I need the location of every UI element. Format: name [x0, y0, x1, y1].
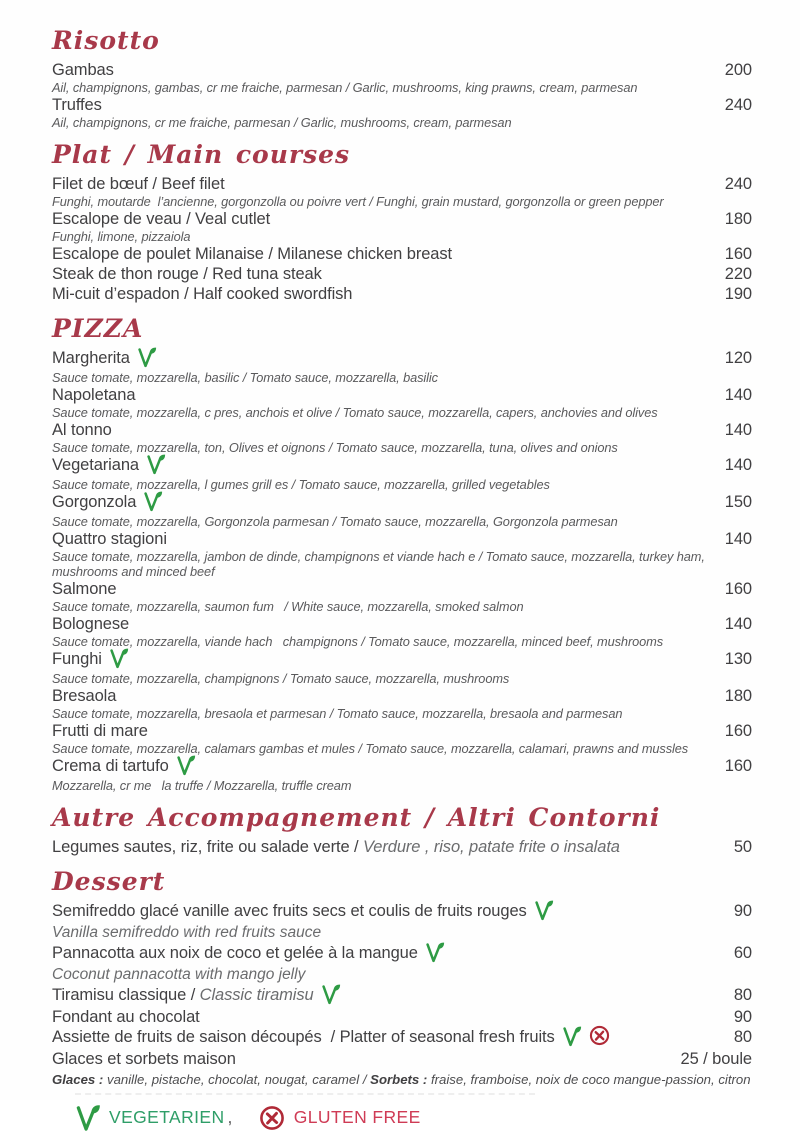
item-name: Semifreddo glacé vanille avec fruits secs et coulis de fruits rouges: [52, 902, 527, 920]
item-price: 150: [724, 493, 752, 511]
menu-item: [52, 60, 752, 95]
item-price: 190: [724, 285, 752, 303]
item-description: Sauce tomate, mozzarella, c pres, anchois et olive / Tomato sauce, mozzarella, capers, anchovies and olives: [52, 405, 658, 420]
item-row: [52, 985, 752, 1007]
item-price: 90: [733, 902, 752, 920]
item-row: [52, 837, 752, 857]
item-row: [52, 1027, 752, 1049]
vegetarian-icon: [109, 647, 129, 669]
item-name: Steak de thon rouge / Red tuna steak: [52, 265, 322, 283]
item-description: Sauce tomate, mozzarella, ton, Olives et oignons / Tomato sauce, mozzarella, tuna, olives and onions: [52, 440, 618, 455]
menu-item: [52, 649, 752, 686]
item-price: 140: [724, 421, 752, 439]
item-row: [52, 209, 752, 229]
vegetarian-icon: [137, 346, 157, 368]
menu-item: [52, 95, 752, 130]
menu-section: [52, 314, 752, 793]
menu-item: [52, 174, 752, 209]
menu-item: [52, 614, 752, 649]
menu-item: [52, 492, 752, 529]
legend-vegetarian-label: VEGETARIEN: [109, 1107, 225, 1127]
item-row: [52, 721, 752, 741]
item-description: Funghi, limone, pizzaiola: [52, 229, 191, 244]
item-row: [52, 943, 752, 965]
item-row: [52, 901, 752, 923]
vegetarian-icon: [562, 1025, 582, 1047]
item-row: [52, 1049, 752, 1069]
menu-item: [52, 1049, 752, 1069]
item-name: Funghi: [52, 650, 102, 668]
item-description: Sauce tomate, mozzarella, calamars gambas et mules / Tomato sauce, mozzarella, calamari, prawns and mussles: [52, 741, 689, 756]
menu-item: [52, 348, 752, 385]
item-description: Ail, champignons, gambas, cr me fraiche, parmesan / Garlic, mushrooms, king prawns, cream, parmesan: [52, 80, 638, 95]
scan-artifact-line: [75, 1093, 535, 1095]
menu-item: [52, 209, 752, 244]
section-heading: Plat / Main courses: [52, 140, 351, 169]
item-description: Mozzarella, cr me la truffe / Mozzarella, truffle cream: [52, 778, 352, 793]
item-price: 120: [724, 349, 752, 367]
vegetarian-icon: [534, 899, 554, 921]
menu-item: [52, 901, 752, 943]
vegetarian-icon: [75, 1103, 101, 1132]
glaces-list: vanille, pistache, chocolat, nougat, caramel /: [103, 1072, 371, 1087]
item-price: 160: [724, 245, 752, 263]
item-price: 140: [724, 615, 752, 633]
item-price: 180: [724, 210, 752, 228]
item-row: [52, 492, 752, 514]
item-price: 160: [724, 580, 752, 598]
item-description: Sauce tomate, mozzarella, saumon fum / White sauce, mozzarella, smoked salmon: [52, 599, 524, 614]
legend-gf-icon-slot: [259, 1105, 285, 1131]
item-price: 60: [733, 944, 752, 962]
item-name: Crema di tartufo: [52, 757, 169, 775]
item-name: Salmone: [52, 580, 117, 598]
item-row: [52, 529, 752, 549]
menu-item: [52, 264, 752, 284]
gluten-free-icon: [259, 1105, 285, 1131]
flavors-footnote: [52, 1071, 752, 1089]
item-description: Funghi, moutarde l’ancienne, gorgonzolla ou poivre vert / Funghi, grain mustard, gorgonzolla or green pepper: [52, 194, 664, 209]
menu-item: [52, 455, 752, 492]
item-name: Glaces et sorbets maison: [52, 1050, 236, 1068]
item-price: 80: [733, 986, 752, 1004]
vegetarian-icon: [143, 490, 163, 512]
item-price: 140: [724, 530, 752, 548]
section-heading: Risotto: [52, 26, 160, 55]
vegetarian-icon: [176, 754, 196, 776]
gluten-free-icon: [589, 1025, 610, 1046]
item-name: Escalope de poulet Milanaise / Milanese chicken breast: [52, 245, 452, 263]
item-description: Sauce tomate, mozzarella, Gorgonzola parmesan / Tomato sauce, mozzarella, Gorgonzola parmesan: [52, 514, 618, 529]
item-price: 130: [724, 650, 752, 668]
item-name: Gorgonzola: [52, 493, 137, 511]
item-row: [52, 420, 752, 440]
menu-section: [52, 803, 752, 857]
item-row: [52, 686, 752, 706]
item-row: [52, 264, 752, 284]
section-heading: Dessert: [52, 867, 166, 896]
section-heading: PIZZA: [52, 314, 144, 343]
menu-item: [52, 244, 752, 264]
item-name-translation: Verdure , riso, patate frite o insalata: [363, 838, 620, 856]
item-price: 140: [724, 386, 752, 404]
item-row: [52, 579, 752, 599]
item-name: Napoletana: [52, 386, 136, 404]
item-price: 160: [724, 722, 752, 740]
item-name: Fondant au chocolat: [52, 1008, 200, 1026]
item-name: Escalope de veau / Veal cutlet: [52, 210, 271, 228]
item-price: 25 / boule: [680, 1050, 752, 1068]
menu-item: [52, 756, 752, 793]
item-description: Sauce tomate, mozzarella, bresaola et parmesan / Tomato sauce, mozzarella, bresaola and parmesan: [52, 706, 623, 721]
vegetarian-icon: [146, 453, 166, 475]
menu-item: [52, 420, 752, 455]
item-subtitle: Vanilla semifreddo with red fruits sauce: [52, 924, 322, 941]
item-name: Assiette de fruits de saison découpés / Platter of seasonal fresh fruits: [52, 1028, 555, 1046]
menu-item: [52, 385, 752, 420]
menu-item: [52, 1007, 752, 1027]
item-name: Bolognese: [52, 615, 130, 633]
sorbets-label: Sorbets :: [370, 1072, 428, 1087]
menu-item: [52, 284, 752, 304]
item-name: Al tonno: [52, 421, 112, 439]
menu-item: [52, 686, 752, 721]
item-row: [52, 614, 752, 634]
vegetarian-icon: [321, 983, 341, 1005]
item-name: Mi-cuit d’espadon / Half cooked swordfish: [52, 285, 353, 303]
item-description: Sauce tomate, mozzarella, basilic / Tomato sauce, mozzarella, basilic: [52, 370, 438, 385]
glaces-label: Glaces :: [52, 1072, 104, 1087]
section-heading: Autre Accompagnement / Altri Contorni: [52, 803, 661, 832]
item-row: [52, 455, 752, 477]
item-price: 240: [724, 175, 752, 193]
item-price: 50: [733, 838, 752, 856]
item-row: [52, 60, 752, 80]
item-price: 160: [724, 757, 752, 775]
item-row: [52, 348, 752, 370]
item-name: Frutti di mare: [52, 722, 148, 740]
menu-section: [52, 140, 752, 304]
menu-section: [52, 26, 752, 130]
legend-comma: ,: [227, 1107, 233, 1127]
item-row: [52, 95, 752, 115]
item-name: Gambas: [52, 61, 114, 79]
item-row: [52, 385, 752, 405]
item-name: Filet de bœuf / Beef filet: [52, 175, 225, 193]
item-row: [52, 244, 752, 264]
menu-item: [52, 721, 752, 756]
sorbets-list: fraise, framboise, noix de coco mangue-passion, citron: [427, 1072, 751, 1087]
menu-item: [52, 529, 752, 579]
item-description: Sauce tomate, mozzarella, jambon de dinde, champignons et viande hach e / Tomato sauce, mozzarella, turkey ham, mushrooms and minced beef: [52, 549, 709, 579]
item-price: 180: [724, 687, 752, 705]
item-price: 90: [733, 1008, 752, 1026]
item-price: 80: [733, 1028, 752, 1046]
item-subtitle: Coconut pannacotta with mango jelly: [52, 966, 306, 983]
item-name: Truffes: [52, 96, 102, 114]
item-row: [52, 1007, 752, 1027]
menu-item: [52, 579, 752, 614]
item-name: Pannacotta aux noix de coco et gelée à la mangue: [52, 944, 418, 962]
legend-gluten-free-label: GLUTEN FREE: [293, 1107, 421, 1127]
menu-item: [52, 837, 752, 857]
item-description: Sauce tomate, mozzarella, l gumes grill es / Tomato sauce, mozzarella, grilled vegetables: [52, 477, 550, 492]
item-row: [52, 756, 752, 778]
item-price: 200: [724, 61, 752, 79]
item-row: [52, 174, 752, 194]
item-description: Sauce tomate, mozzarella, viande hach champignons / Tomato sauce, mozzarella, minced beef, mushrooms: [52, 634, 663, 649]
menu-section: [52, 867, 752, 1089]
item-name: Margherita: [52, 349, 130, 367]
item-row: [52, 284, 752, 304]
item-name-translation: Classic tiramisu: [199, 986, 314, 1004]
item-name: Tiramisu classique /: [52, 986, 200, 1004]
item-price: 240: [724, 96, 752, 114]
item-row: [52, 649, 752, 671]
item-description: Ail, champignons, cr me fraiche, parmesan / Garlic, mushrooms, cream, parmesan: [52, 115, 512, 130]
menu-item: [52, 985, 752, 1007]
item-description: Sauce tomate, mozzarella, champignons / Tomato sauce, mozzarella, mushrooms: [52, 671, 510, 686]
item-price: 140: [724, 456, 752, 474]
item-name: Legumes sautes, riz, frite ou salade verte /: [52, 838, 363, 856]
item-name: Vegetariana: [52, 456, 139, 474]
menu-item: [52, 943, 752, 985]
item-name: Bresaola: [52, 687, 117, 705]
legend-veg-icon-slot: [75, 1103, 101, 1132]
item-price: 220: [724, 265, 752, 283]
legend: [75, 1103, 800, 1132]
menu-item: [52, 1027, 752, 1049]
item-name: Quattro stagioni: [52, 530, 167, 548]
vegetarian-icon: [425, 941, 445, 963]
